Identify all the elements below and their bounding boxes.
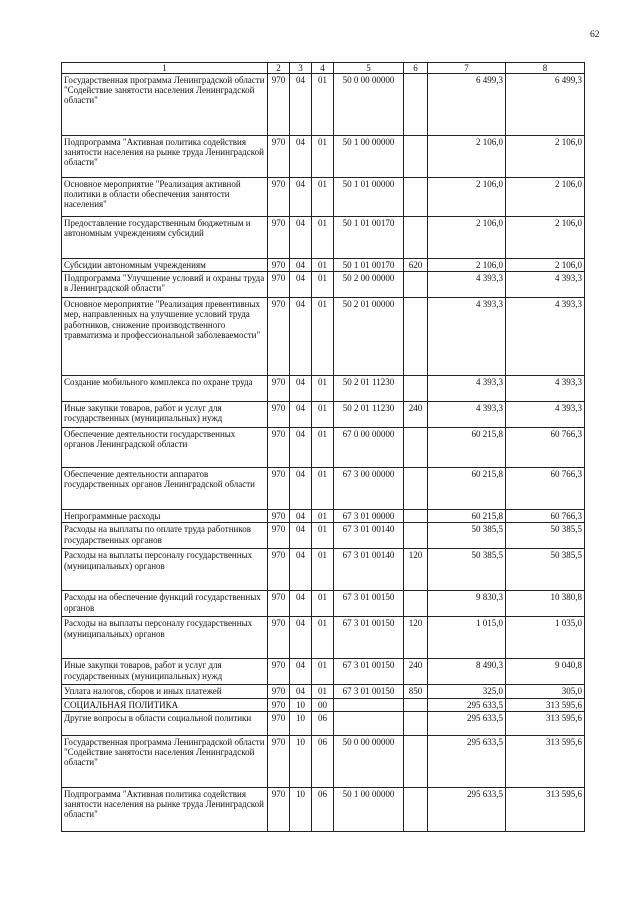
header-row: [62, 63, 585, 74]
table-row: [62, 468, 585, 510]
amount-year2-cell: 2 106,0: [506, 178, 585, 217]
table-row: [62, 74, 585, 136]
table-row: [62, 178, 585, 217]
department-code-cell: 970: [268, 659, 290, 685]
target-article-cell: 50 2 01 11230: [334, 402, 404, 428]
target-article-cell: 50 1 00 00000: [334, 136, 404, 178]
expense-type-cell: [404, 272, 428, 298]
target-article-cell: 67 3 01 00140: [334, 549, 404, 591]
amount-year2-cell: 4 393,3: [506, 402, 585, 428]
item-name-cell: Непрограммные расходы: [62, 510, 268, 523]
section-code-cell: 04: [290, 376, 312, 402]
subsection-code-cell: 01: [312, 217, 334, 259]
table-row: [62, 659, 585, 685]
item-name-cell: Уплата налогов, сборов и иных платежей: [62, 685, 268, 698]
amount-year2-cell: 305,0: [506, 685, 585, 698]
section-code-cell: 04: [290, 549, 312, 591]
target-article-cell: 67 3 00 00000: [334, 468, 404, 510]
expense-type-cell: [404, 178, 428, 217]
expense-type-cell: 120: [404, 617, 428, 659]
amount-year2-cell: 2 106,0: [506, 217, 585, 259]
amount-year1-cell: 9 830,3: [428, 591, 506, 617]
amount-year2-cell: 10 380,8: [506, 591, 585, 617]
expense-type-cell: [404, 787, 428, 831]
amount-year2-cell: 4 393,3: [506, 376, 585, 402]
expense-type-cell: [404, 376, 428, 402]
section-code-cell: 10: [290, 735, 312, 787]
target-article-cell: 50 1 01 00170: [334, 217, 404, 259]
section-code-cell: 04: [290, 74, 312, 136]
table-row: [62, 376, 585, 402]
subsection-code-cell: 01: [312, 272, 334, 298]
department-code-cell: 970: [268, 549, 290, 591]
department-code-cell: 970: [268, 376, 290, 402]
department-code-cell: 970: [268, 402, 290, 428]
subsection-code-cell: 01: [312, 617, 334, 659]
item-name-cell: Субсидии автономным учреждениям: [62, 259, 268, 272]
section-code-cell: 04: [290, 468, 312, 510]
amount-year1-cell: 2 106,0: [428, 259, 506, 272]
subsection-code-cell: 01: [312, 136, 334, 178]
department-code-cell: 970: [268, 178, 290, 217]
budget-table: [61, 62, 585, 832]
subsection-code-cell: 01: [312, 523, 334, 549]
item-name-cell: Обеспечение деятельности государственных органов Ленинградской области: [62, 428, 268, 468]
amount-year2-cell: 1 035,0: [506, 617, 585, 659]
target-article-cell: 50 2 00 00000: [334, 272, 404, 298]
amount-year1-cell: 1 015,0: [428, 617, 506, 659]
amount-year2-cell: 2 106,0: [506, 259, 585, 272]
item-name-cell: Расходы на выплаты персоналу государственных (муниципальных) органов: [62, 549, 268, 591]
subsection-code-cell: 01: [312, 428, 334, 468]
table-row: [62, 510, 585, 523]
amount-year2-cell: 60 766,3: [506, 510, 585, 523]
expense-type-cell: [404, 217, 428, 259]
target-article-cell: 50 1 01 00000: [334, 178, 404, 217]
table-row: [62, 711, 585, 735]
subsection-code-cell: 01: [312, 685, 334, 698]
department-code-cell: 970: [268, 711, 290, 735]
department-code-cell: 970: [268, 523, 290, 549]
item-name-cell: Подпрограмма "Активная политика содействия занятости населения на рынке труда Ленинградской области": [62, 136, 268, 178]
table-row: [62, 549, 585, 591]
section-code-cell: 04: [290, 259, 312, 272]
amount-year1-cell: 2 106,0: [428, 217, 506, 259]
expense-type-cell: 850: [404, 685, 428, 698]
target-article-cell: 67 0 00 00000: [334, 428, 404, 468]
department-code-cell: 970: [268, 136, 290, 178]
header-cell: 6: [404, 63, 428, 74]
expense-type-cell: 120: [404, 549, 428, 591]
section-code-cell: 04: [290, 178, 312, 217]
amount-year1-cell: 295 633,5: [428, 735, 506, 787]
department-code-cell: 970: [268, 428, 290, 468]
item-name-cell: Государственная программа Ленинградской области "Содействие занятости населения Ленинградской области": [62, 74, 268, 136]
section-code-cell: 04: [290, 428, 312, 468]
department-code-cell: 970: [268, 735, 290, 787]
department-code-cell: 970: [268, 74, 290, 136]
item-name-cell: Подпрограмма "Улучшение условий и охраны труда в Ленинградской области": [62, 272, 268, 298]
table-row: [62, 523, 585, 549]
expense-type-cell: [404, 74, 428, 136]
subsection-code-cell: 01: [312, 549, 334, 591]
department-code-cell: 970: [268, 617, 290, 659]
amount-year2-cell: 313 595,6: [506, 698, 585, 711]
item-name-cell: Расходы на выплаты персоналу государственных (муниципальных) органов: [62, 617, 268, 659]
expense-type-cell: [404, 591, 428, 617]
section-code-cell: 10: [290, 698, 312, 711]
amount-year2-cell: 60 766,3: [506, 468, 585, 510]
section-code-cell: 04: [290, 272, 312, 298]
amount-year2-cell: 60 766,3: [506, 428, 585, 468]
item-name-cell: Другие вопросы в области социальной политики: [62, 711, 268, 735]
amount-year2-cell: 9 040,8: [506, 659, 585, 685]
department-code-cell: 970: [268, 298, 290, 376]
item-name-cell: СОЦИАЛЬНАЯ ПОЛИТИКА: [62, 698, 268, 711]
section-code-cell: 04: [290, 523, 312, 549]
expense-type-cell: [404, 698, 428, 711]
target-article-cell: [334, 698, 404, 711]
target-article-cell: 50 2 01 11230: [334, 376, 404, 402]
department-code-cell: 970: [268, 685, 290, 698]
expense-type-cell: 240: [404, 402, 428, 428]
amount-year1-cell: 4 393,3: [428, 402, 506, 428]
target-article-cell: 50 1 00 00000: [334, 787, 404, 831]
subsection-code-cell: 06: [312, 711, 334, 735]
subsection-code-cell: 01: [312, 402, 334, 428]
table-row: [62, 136, 585, 178]
section-code-cell: 04: [290, 591, 312, 617]
item-name-cell: Создание мобильного комплекса по охране труда: [62, 376, 268, 402]
department-code-cell: 970: [268, 259, 290, 272]
section-code-cell: 04: [290, 298, 312, 376]
target-article-cell: 67 3 01 00140: [334, 523, 404, 549]
expense-type-cell: [404, 523, 428, 549]
expense-type-cell: [404, 468, 428, 510]
subsection-code-cell: 01: [312, 468, 334, 510]
target-article-cell: 67 3 01 00150: [334, 591, 404, 617]
amount-year1-cell: 325,0: [428, 685, 506, 698]
amount-year1-cell: 4 393,3: [428, 298, 506, 376]
table-body: [62, 74, 585, 832]
subsection-code-cell: 01: [312, 591, 334, 617]
table-row: [62, 428, 585, 468]
item-name-cell: Расходы на обеспечение функций государственных органов: [62, 591, 268, 617]
subsection-code-cell: 01: [312, 298, 334, 376]
amount-year2-cell: 6 499,3: [506, 74, 585, 136]
amount-year1-cell: 2 106,0: [428, 178, 506, 217]
amount-year1-cell: 4 393,3: [428, 376, 506, 402]
subsection-code-cell: 01: [312, 376, 334, 402]
table-row: [62, 217, 585, 259]
page-number: 62: [590, 30, 600, 40]
subsection-code-cell: 01: [312, 74, 334, 136]
item-name-cell: Иные закупки товаров, работ и услуг для государственных (муниципальных) нужд: [62, 659, 268, 685]
expense-type-cell: 620: [404, 259, 428, 272]
header-cell: 2: [268, 63, 290, 74]
department-code-cell: 970: [268, 510, 290, 523]
item-name-cell: Подпрограмма "Активная политика содействия занятости населения на рынке труда Ленинградской области": [62, 787, 268, 831]
expense-type-cell: [404, 298, 428, 376]
amount-year1-cell: 295 633,5: [428, 698, 506, 711]
target-article-cell: 67 3 01 00000: [334, 510, 404, 523]
target-article-cell: 50 1 01 00170: [334, 259, 404, 272]
amount-year1-cell: 60 215,8: [428, 428, 506, 468]
department-code-cell: 970: [268, 272, 290, 298]
table-row: [62, 787, 585, 831]
amount-year1-cell: 60 215,8: [428, 510, 506, 523]
amount-year1-cell: 2 106,0: [428, 136, 506, 178]
amount-year1-cell: 295 633,5: [428, 711, 506, 735]
section-code-cell: 04: [290, 217, 312, 259]
amount-year1-cell: 295 633,5: [428, 787, 506, 831]
expense-type-cell: 240: [404, 659, 428, 685]
header-cell: 5: [334, 63, 404, 74]
target-article-cell: 50 0 00 00000: [334, 735, 404, 787]
amount-year2-cell: 313 595,6: [506, 711, 585, 735]
table-row: [62, 591, 585, 617]
item-name-cell: Основное мероприятие "Реализация превентивных мер, направленных на улучшение условий труда работников, снижение производственного травматизма и профессиональной заболеваемости": [62, 298, 268, 376]
amount-year2-cell: 2 106,0: [506, 136, 585, 178]
department-code-cell: 970: [268, 468, 290, 510]
header-cell: 4: [312, 63, 334, 74]
table-row: [62, 272, 585, 298]
target-article-cell: 67 3 01 00150: [334, 617, 404, 659]
table-row: [62, 685, 585, 698]
amount-year2-cell: 313 595,6: [506, 735, 585, 787]
item-name-cell: Иные закупки товаров, работ и услуг для государственных (муниципальных) нужд: [62, 402, 268, 428]
table-row: [62, 735, 585, 787]
section-code-cell: 04: [290, 659, 312, 685]
item-name-cell: Основное мероприятие "Реализация активной политики в области обеспечения занятости населения": [62, 178, 268, 217]
target-article-cell: 67 3 01 00150: [334, 659, 404, 685]
amount-year1-cell: 6 499,3: [428, 74, 506, 136]
section-code-cell: 04: [290, 617, 312, 659]
subsection-code-cell: 01: [312, 659, 334, 685]
department-code-cell: 970: [268, 698, 290, 711]
target-article-cell: 67 3 01 00150: [334, 685, 404, 698]
header-cell: 1: [62, 63, 268, 74]
table-row: [62, 298, 585, 376]
amount-year1-cell: 50 385,5: [428, 523, 506, 549]
target-article-cell: [334, 711, 404, 735]
header-cell: 3: [290, 63, 312, 74]
section-code-cell: 10: [290, 787, 312, 831]
expense-type-cell: [404, 428, 428, 468]
header-cell: 8: [506, 63, 585, 74]
section-code-cell: 04: [290, 402, 312, 428]
expense-type-cell: [404, 510, 428, 523]
expense-type-cell: [404, 136, 428, 178]
target-article-cell: 50 2 01 00000: [334, 298, 404, 376]
amount-year1-cell: 4 393,3: [428, 272, 506, 298]
subsection-code-cell: 01: [312, 178, 334, 217]
table-row: [62, 259, 585, 272]
section-code-cell: 04: [290, 136, 312, 178]
amount-year2-cell: 4 393,3: [506, 272, 585, 298]
item-name-cell: Обеспечение деятельности аппаратов государственных органов Ленинградской области: [62, 468, 268, 510]
amount-year2-cell: 50 385,5: [506, 523, 585, 549]
amount-year1-cell: 50 385,5: [428, 549, 506, 591]
table-row: [62, 402, 585, 428]
amount-year1-cell: 8 490,3: [428, 659, 506, 685]
amount-year2-cell: 50 385,5: [506, 549, 585, 591]
item-name-cell: Предоставление государственным бюджетным и автономным учреждениям субсидий: [62, 217, 268, 259]
section-code-cell: 04: [290, 685, 312, 698]
section-code-cell: 04: [290, 510, 312, 523]
subsection-code-cell: 06: [312, 735, 334, 787]
section-code-cell: 10: [290, 711, 312, 735]
header-cell: 7: [428, 63, 506, 74]
item-name-cell: Государственная программа Ленинградской области "Содействие занятости населения Ленинградской области": [62, 735, 268, 787]
subsection-code-cell: 01: [312, 510, 334, 523]
amount-year2-cell: 4 393,3: [506, 298, 585, 376]
subsection-code-cell: 06: [312, 787, 334, 831]
table-row: [62, 698, 585, 711]
table-row: [62, 617, 585, 659]
item-name-cell: Расходы на выплаты по оплате труда работников государственных органов: [62, 523, 268, 549]
subsection-code-cell: 00: [312, 698, 334, 711]
target-article-cell: 50 0 00 00000: [334, 74, 404, 136]
expense-type-cell: [404, 735, 428, 787]
department-code-cell: 970: [268, 787, 290, 831]
amount-year2-cell: 313 595,6: [506, 787, 585, 831]
department-code-cell: 970: [268, 217, 290, 259]
subsection-code-cell: 01: [312, 259, 334, 272]
amount-year1-cell: 60 215,8: [428, 468, 506, 510]
department-code-cell: 970: [268, 591, 290, 617]
expense-type-cell: [404, 711, 428, 735]
